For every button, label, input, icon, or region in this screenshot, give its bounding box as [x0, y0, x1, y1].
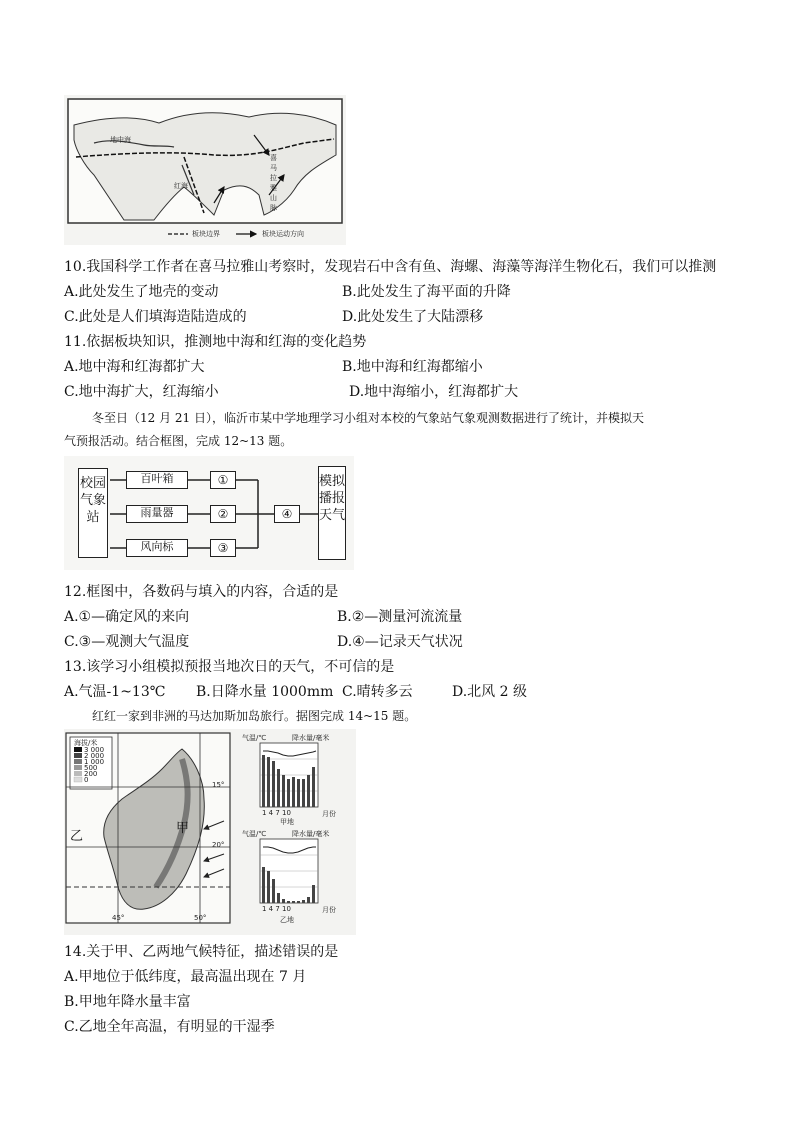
item-box-1: 百叶箱	[126, 471, 188, 489]
chart-a-month-label: 月份	[322, 810, 336, 818]
q10-option-a[interactable]: A.此处发生了地壳的变动	[64, 284, 219, 300]
q13-option-b[interactable]: B.日降水量 1000mm	[196, 684, 334, 700]
q14-option-a[interactable]: A.甲地位于低纬度，最高温出现在 7 月	[64, 969, 307, 985]
number-box-3: ③	[210, 539, 236, 557]
q12-stem: 12.框图中，各数码与填入的内容，合适的是	[64, 584, 339, 600]
intro14-line1: 红红一家到非洲的马达加斯加岛旅行。据图完成 14~15 题。	[92, 709, 417, 723]
legend-level-3000: 3 000	[84, 746, 105, 754]
result-box: 模拟播报天气	[318, 466, 346, 560]
item-box-2: 雨量器	[126, 505, 188, 523]
map-label-red-sea: 红海	[174, 182, 188, 190]
chart-b-name: 乙地	[280, 916, 294, 924]
legend-level-500: 500	[84, 764, 98, 772]
map-label-mountain: 喜马拉雅山脉	[270, 154, 277, 212]
q10-stem: 10.我国科学工作者在喜马拉雅山考察时，发现岩石中含有鱼、海螺、海藻等海洋生物化石，我们可以推测	[64, 259, 717, 275]
q14-option-c[interactable]: C.乙地全年高温，有明显的干湿季	[64, 1019, 275, 1035]
q11-option-a[interactable]: A.地中海和红海都扩大	[64, 359, 205, 375]
q10-option-c[interactable]: C.此处是人们填海造陆造成的	[64, 309, 247, 325]
legend-level-2000: 2 000	[84, 752, 105, 760]
map-label-yi: 乙	[70, 829, 84, 844]
legend-level-200: 200	[84, 770, 98, 778]
number-box-2: ②	[210, 505, 236, 523]
legend-level-0: 0	[84, 776, 89, 784]
weather-flowchart	[64, 456, 354, 570]
intro12-line1: 冬至日（12 月 21 日），临沂市某中学地理学习小组对本校的气象站气象观测数据进行了统计，并模拟天	[92, 411, 644, 425]
q12-option-a[interactable]: A.①—确定风的来向	[64, 609, 190, 625]
chart-a-month-ticks: 1 4 7 10	[262, 809, 291, 817]
number-box-1: ①	[210, 471, 236, 489]
chart-a-temp-label: 气温/℃	[242, 734, 267, 742]
q12-option-d[interactable]: D.④—记录天气状况	[337, 634, 463, 650]
legend-boundary: 板块边界	[192, 230, 220, 238]
q10-option-b[interactable]: B.此处发生了海平面的升降	[342, 284, 511, 300]
station-box: 校园气象站	[78, 468, 108, 558]
map-label-jia: 甲	[176, 821, 190, 836]
plate-map-figure	[64, 95, 346, 245]
chart-b-precip-label: 降水量/毫米	[292, 830, 330, 838]
chart-a-precip-label: 降水量/毫米	[292, 734, 330, 742]
q12-option-b[interactable]: B.②—测量河流流量	[337, 609, 463, 625]
q14-option-b[interactable]: B.甲地年降水量丰富	[64, 994, 191, 1010]
number-box-4: ④	[274, 505, 300, 523]
q14-stem: 14.关于甲、乙两地气候特征，描述错误的是	[64, 944, 339, 960]
chart-b-month-label: 月份	[322, 906, 336, 914]
chart-a-name: 甲地	[280, 818, 294, 826]
q12-option-c[interactable]: C.③—观测大气温度	[64, 634, 190, 650]
q13-option-a[interactable]: A.气温-1~13℃	[64, 684, 166, 700]
legend-motion: 板块运动方向	[262, 230, 304, 238]
chart-b-month-ticks: 1 4 7 10	[262, 905, 291, 913]
lat-20: 20°	[212, 841, 225, 849]
q11-option-c[interactable]: C.地中海扩大，红海缩小	[64, 384, 219, 400]
intro12-line2: 气预报活动。结合框图，完成 12~13 题。	[64, 434, 293, 448]
legend-level-1000: 1 000	[84, 758, 105, 766]
madagascar-figure	[64, 729, 356, 935]
q11-stem: 11.依据板块知识，推测地中海和红海的变化趋势	[64, 334, 367, 350]
legend-title: 海拔/米	[74, 739, 98, 747]
q11-option-d[interactable]: D.地中海缩小，红海都扩大	[349, 384, 519, 400]
lon-50: 50°	[194, 914, 207, 922]
lon-45: 45°	[112, 914, 125, 922]
item-box-3: 风向标	[126, 539, 188, 557]
q13-option-d[interactable]: D.北风 2 级	[452, 684, 527, 700]
map-label-med: 地中海	[110, 136, 131, 144]
q11-option-b[interactable]: B.地中海和红海都缩小	[342, 359, 483, 375]
q13-stem: 13.该学习小组模拟预报当地次日的天气，不可信的是	[64, 659, 395, 675]
q13-option-c[interactable]: C.晴转多云	[342, 684, 413, 700]
plate-map-drawing	[64, 95, 346, 245]
lat-15: 15°	[212, 781, 225, 789]
chart-b-temp-label: 气温/℃	[242, 830, 267, 838]
q10-option-d[interactable]: D.此处发生了大陆漂移	[342, 309, 484, 325]
